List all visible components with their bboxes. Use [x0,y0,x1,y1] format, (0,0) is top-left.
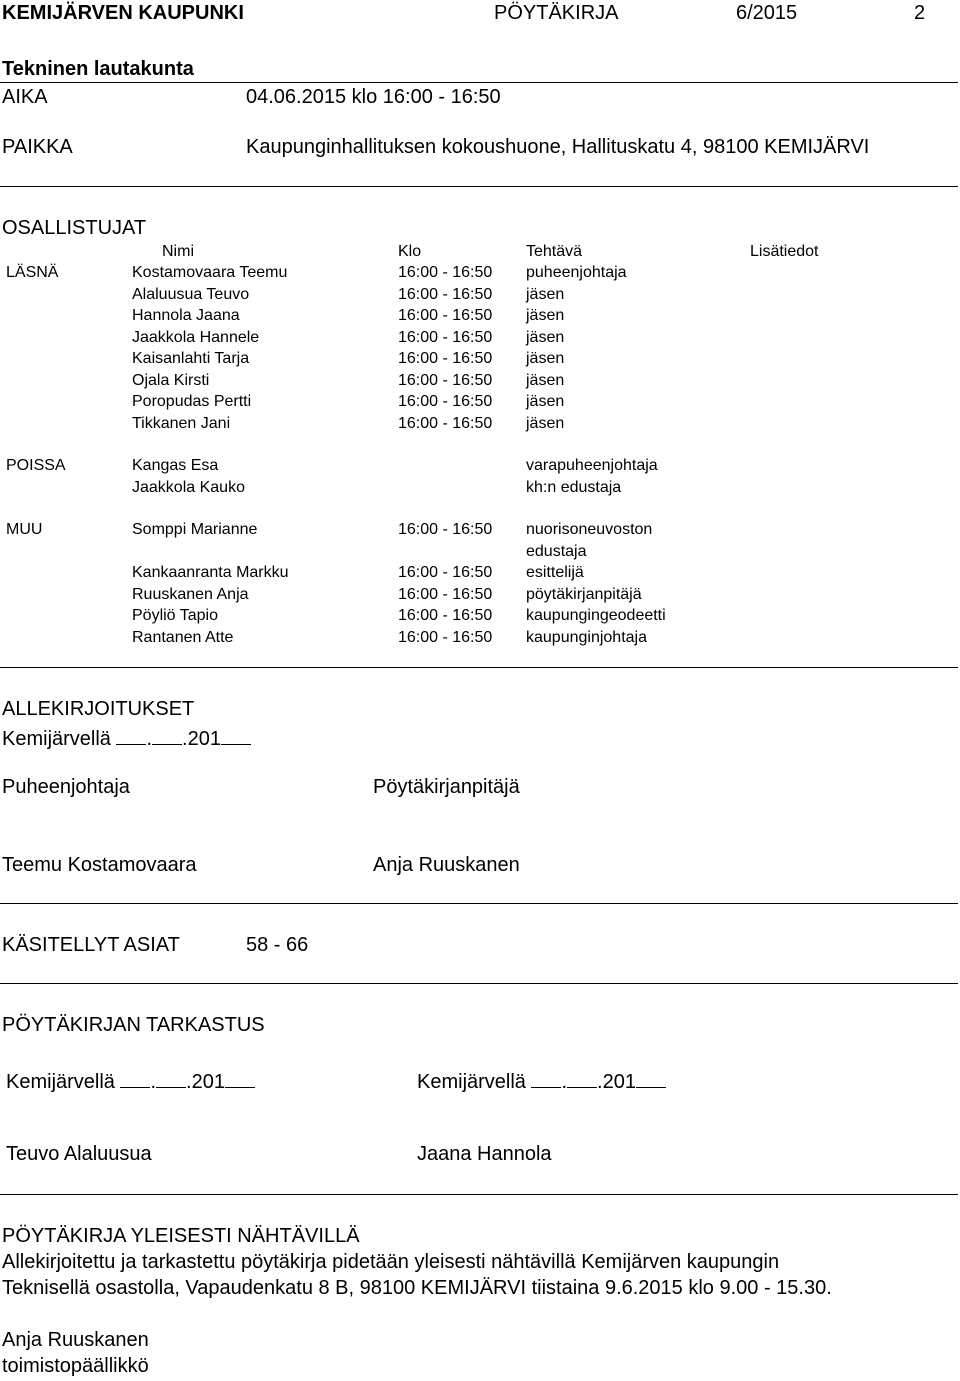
signatures-rule [0,903,958,904]
participant-role: varapuheenjohtaja [526,457,658,474]
participant-name: Somppi Marianne [132,521,258,538]
public-text-line-1: Allekirjoitettu ja tarkastettu pöytäkirja pidetään yleisesti nähtävillä Kemijärven kaupungin [2,1251,780,1273]
year-blank [221,724,251,745]
participant-name: Alaluusua Teuvo [132,285,250,303]
items-range: 58 - 66 [246,934,309,956]
review-title: PÖYTÄKIRJAN TARKASTUS [2,1014,265,1036]
review-right-name: Jaana Hannola [417,1143,552,1165]
participant-time: 16:00 - 16:50 [398,414,493,432]
day-blank [531,1067,561,1088]
public-signer-name: Anja Ruuskanen [2,1329,149,1351]
participant-role: jäsen [526,371,565,389]
document-number: 6/2015 [736,2,798,24]
participant-time: 16:00 - 16:50 [398,564,493,581]
participant-name: Ojala Kirsti [132,371,210,389]
city-name: KEMIJÄRVEN KAUPUNKI [2,2,244,24]
page-number: 2 [914,2,926,24]
month-blank [152,724,182,745]
time-label: AIKA [2,86,48,108]
month-blank [156,1067,186,1088]
year-blank [225,1067,255,1088]
participant-role: jäsen [526,393,565,410]
column-header-time: Klo [398,243,422,260]
participant-role: jäsen [526,350,565,367]
participant-role: kh:n edustaja [526,478,622,496]
time-value: 04.06.2015 klo 16:00 - 16:50 [246,86,501,108]
participant-name: Jaakkola Hannele [132,328,260,346]
present-label: LÄSNÄ [6,264,59,281]
participant-name: Kaisanlahti Tarja [132,350,250,367]
public-text-line-2: Teknisellä osastolla, Vapaudenkatu 8 B, 98100 KEMIJÄRVI tiistaina 9.6.2015 klo 9.00 - 15.30. [2,1277,832,1299]
meta-rule [0,186,958,187]
participant-time: 16:00 - 16:50 [398,393,493,410]
items-rule [0,983,958,984]
participant-time: 16:00 - 16:50 [398,628,493,646]
month-blank [567,1067,597,1088]
participant-name: Pöyliö Tapio [132,607,218,624]
committee-name: Tekninen lautakunta [2,58,194,80]
place-value: Kaupunginhallituksen kokoushuone, Hallituskatu 4, 98100 KEMIJÄRVI [246,136,870,158]
participant-name: Rantanen Atte [132,628,234,646]
participant-role: jäsen [526,328,565,346]
participant-time: 16:00 - 16:50 [398,371,493,389]
public-signer-title: toimistopäällikkö [2,1355,149,1377]
review-left-year-prefix: .201 [186,1071,225,1093]
participant-name: Kostamovaara Teemu [132,264,288,281]
place-label: PAIKKA [2,136,73,158]
participant-role: kaupunginjohtaja [526,628,647,646]
participant-role: puheenjohtaja [526,264,627,281]
participant-role: esittelijä [526,564,584,581]
signatures-title: ALLEKIRJOITUKSET [2,698,195,720]
participant-name: Jaakkola Kauko [132,478,245,496]
participant-name: Hannola Jaana [132,307,240,324]
day-blank [120,1067,150,1088]
signature-place-date: Kemijärvellä . .201 [2,724,251,751]
participant-role: jäsen [526,414,565,432]
items-label: KÄSITELLYT ASIAT [2,934,180,956]
day-blank [116,724,146,745]
participants-rule [0,667,958,668]
participant-name: Tikkanen Jani [132,414,231,432]
secretary-role: Pöytäkirjanpitäjä [373,776,520,798]
signature-place: Kemijärvellä [2,728,117,750]
participant-name: Ruuskanen Anja [132,585,249,603]
participant-role: jäsen [526,307,565,324]
participant-time: 16:00 - 16:50 [398,328,493,346]
secretary-name: Anja Ruuskanen [373,854,520,876]
participant-name: Poropudas Pertti [132,393,252,410]
signature-year-prefix: .201 [182,728,221,750]
participant-time: 16:00 - 16:50 [398,521,493,538]
year-blank [636,1067,666,1088]
header-rule [0,82,958,83]
participant-role-continuation: edustaja [526,542,587,560]
participant-time: 16:00 - 16:50 [398,307,493,324]
review-right-place-date: Kemijärvellä . .201 [417,1067,666,1094]
participant-time: 16:00 - 16:50 [398,285,493,303]
participant-role: kaupungingeodeetti [526,607,666,624]
participant-name: Kankaanranta Markku [132,564,289,581]
chair-name: Teemu Kostamovaara [2,854,197,876]
participant-name: Kangas Esa [132,457,219,474]
document-type: PÖYTÄKIRJA [494,2,619,24]
participant-time: 16:00 - 16:50 [398,350,493,367]
absent-label: POISSA [6,457,66,474]
participant-time: 16:00 - 16:50 [398,264,493,281]
participant-time: 16:00 - 16:50 [398,607,493,624]
review-rule [0,1194,958,1195]
participant-role: pöytäkirjanpitäjä [526,585,642,603]
column-header-name: Nimi [162,243,194,260]
review-right-place: Kemijärvellä [417,1071,532,1093]
other-label: MUU [6,521,43,538]
participant-role: nuorisoneuvoston [526,521,653,538]
review-right-year-prefix: .201 [597,1071,636,1093]
column-header-notes: Lisätiedot [750,243,819,260]
participant-role: jäsen [526,285,565,303]
participants-title: OSALLISTUJAT [2,217,147,239]
review-left-place-date: Kemijärvellä . .201 [6,1067,255,1094]
review-left-name: Teuvo Alaluusua [6,1143,152,1165]
chair-role: Puheenjohtaja [2,776,130,798]
column-header-role: Tehtävä [526,243,583,260]
public-title: PÖYTÄKIRJA YLEISESTI NÄHTÄVILLÄ [2,1225,360,1247]
participant-time: 16:00 - 16:50 [398,585,493,603]
review-left-place: Kemijärvellä [6,1071,121,1093]
